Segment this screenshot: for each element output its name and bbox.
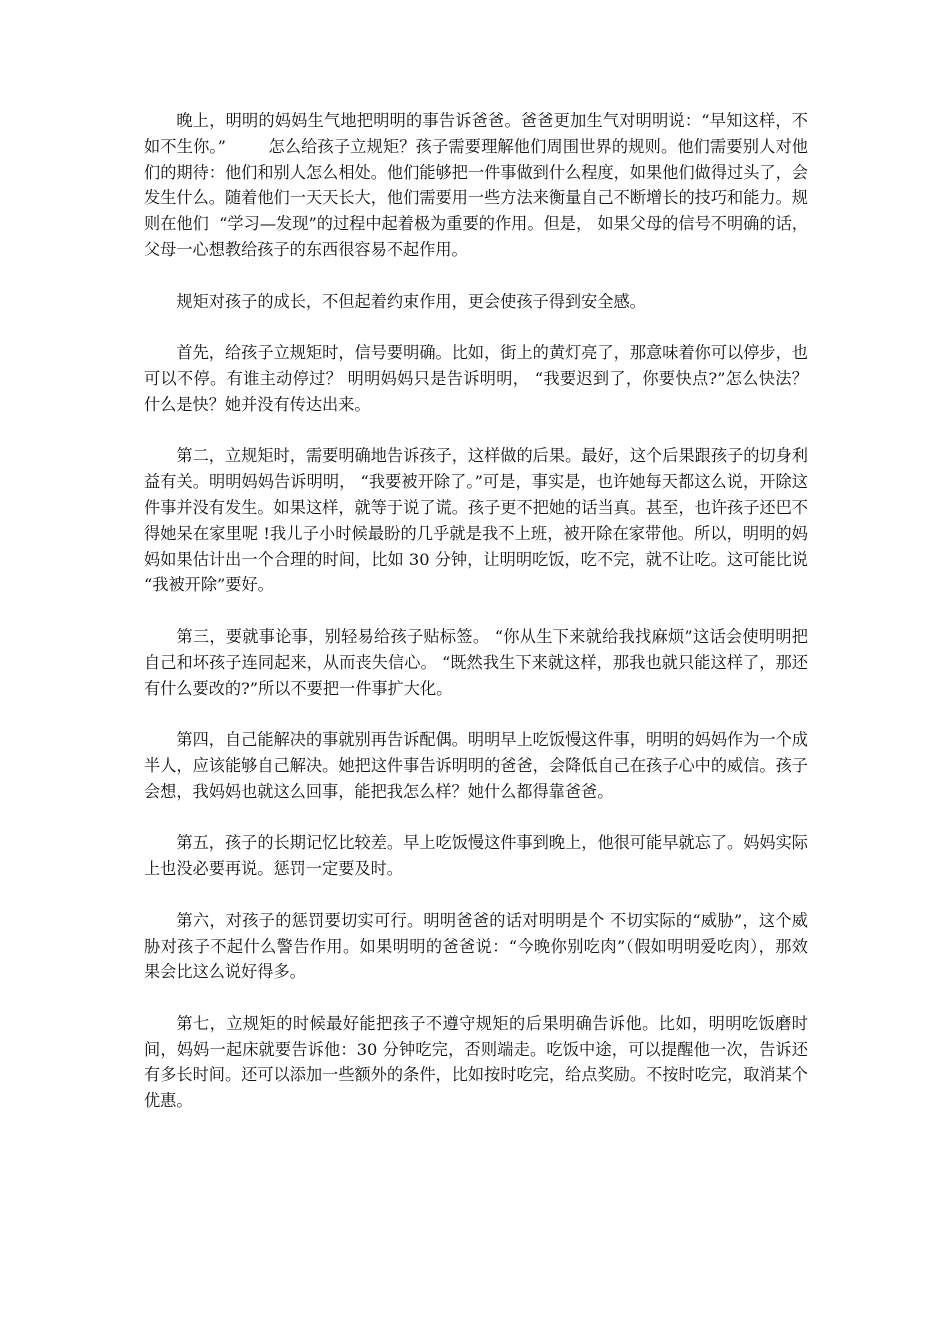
paragraph-1: 晚上，明明的妈妈生气地把明明的事告诉爸爸。爸爸更加生气对明明说：“早知这样，不如不生你。” 怎么给孩子立规矩？孩子需要理解他们周围世界的规则。他们需要别人对他们的期待：他们和别人怎么相处。他们能够把一件事做到什么程度，如果他们做得过头了，会发生什么。随着他们一天天长大，他们需要用一些方法来衡量自己不断增长的技巧和能力。规则在他们 “学习—发现”的过程中起着极为重要的作用。但是， 如果父母的信号不明确的话，父母一心想教给孩子的东西很容易不起作用。 (144, 111, 808, 259)
paragraph-3: 首先，给孩子立规矩时，信号要明确。比如，街上的黄灯亮了，那意味着你可以停步，也可以不停。有谁主动停过？ 明明妈妈只是告诉明明， “我要迟到了，你要快点?”怎么快法？什么是快？她并没有传达出来。 (144, 343, 808, 414)
paragraph-5: 第三，要就事论事，别轻易给孩子贴标签。 “你从生下来就给我找麻烦”这话会使明明把自己和坏孩子连同起来，从而丧失信心。 “既然我生下来就这样，那我也就只能这样了，那还有什么要改的?”所以不要把一件事扩大化。 (144, 626, 808, 698)
paragraph-4: 第二，立规矩时，需要明确地告诉孩子，这样做的后果。最好，这个后果跟孩子的切身利益有关。明明妈妈告诉明明， “我要被开除了。”可是，事实是，也许她每天都这么说，开除这件事并没有发生。如果这样，就等于说了谎。孩子更不把她的话当真。甚至，也许孩子还巴不得她呆在家里呢 !我儿子小时候最盼的几乎就是我不上班，被开除在家带他。所以，明明的妈妈如果估计出一个合理的时间，比如 30 分钟，让明明吃饭，吃不完，就不让吃。这可能比说 “我被开除”要好。 (144, 446, 814, 595)
paragraph-6: 第四，自己能解决的事就别再告诉配偶。明明早上吃饭慢这件事，明明的妈妈作为一个成半人，应该能够自己解决。她把这件事告诉明明的爸爸，会降低自己在孩子心中的威信。孩子会想，我妈妈也就这么回事，能把我怎么样？她什么都得靠爸爸。 (144, 730, 808, 801)
paragraph-2: 规矩对孩子的成长，不但起着约束作用，更会使孩子得到安全感。 (176, 291, 646, 311)
paragraph-7: 第五，孩子的长期记忆比较差。早上吃饭慢这件事到晚上，他很可能早就忘了。妈妈实际上也没必要再说。惩罚一定要及时。 (144, 833, 808, 879)
document-body (144, 108, 814, 1140)
paragraph-9: 第七，立规矩的时候最好能把孩子不遵守规矩的后果明确告诉他。比如，明明吃饭磨时间，妈妈一起床就要告诉他：30 分钟吃完，否则端走。吃饭中途，可以提醒他一次，告诉还有多长时间。还可以添加一些额外的条件，比如按时吃完，给点奖励。不按时吃完，取消某个优惠。 (144, 1013, 808, 1111)
paragraph-8: 第六，对孩子的惩罚要切实可行。明明爸爸的话对明明是个 不切实际的“威胁”，这个威胁对孩子不起什么警告作用。如果明明的爸爸说：“今晚你别吃肉”（假如明明爱吃肉），那效果会比这么说好得多。 (144, 910, 808, 982)
